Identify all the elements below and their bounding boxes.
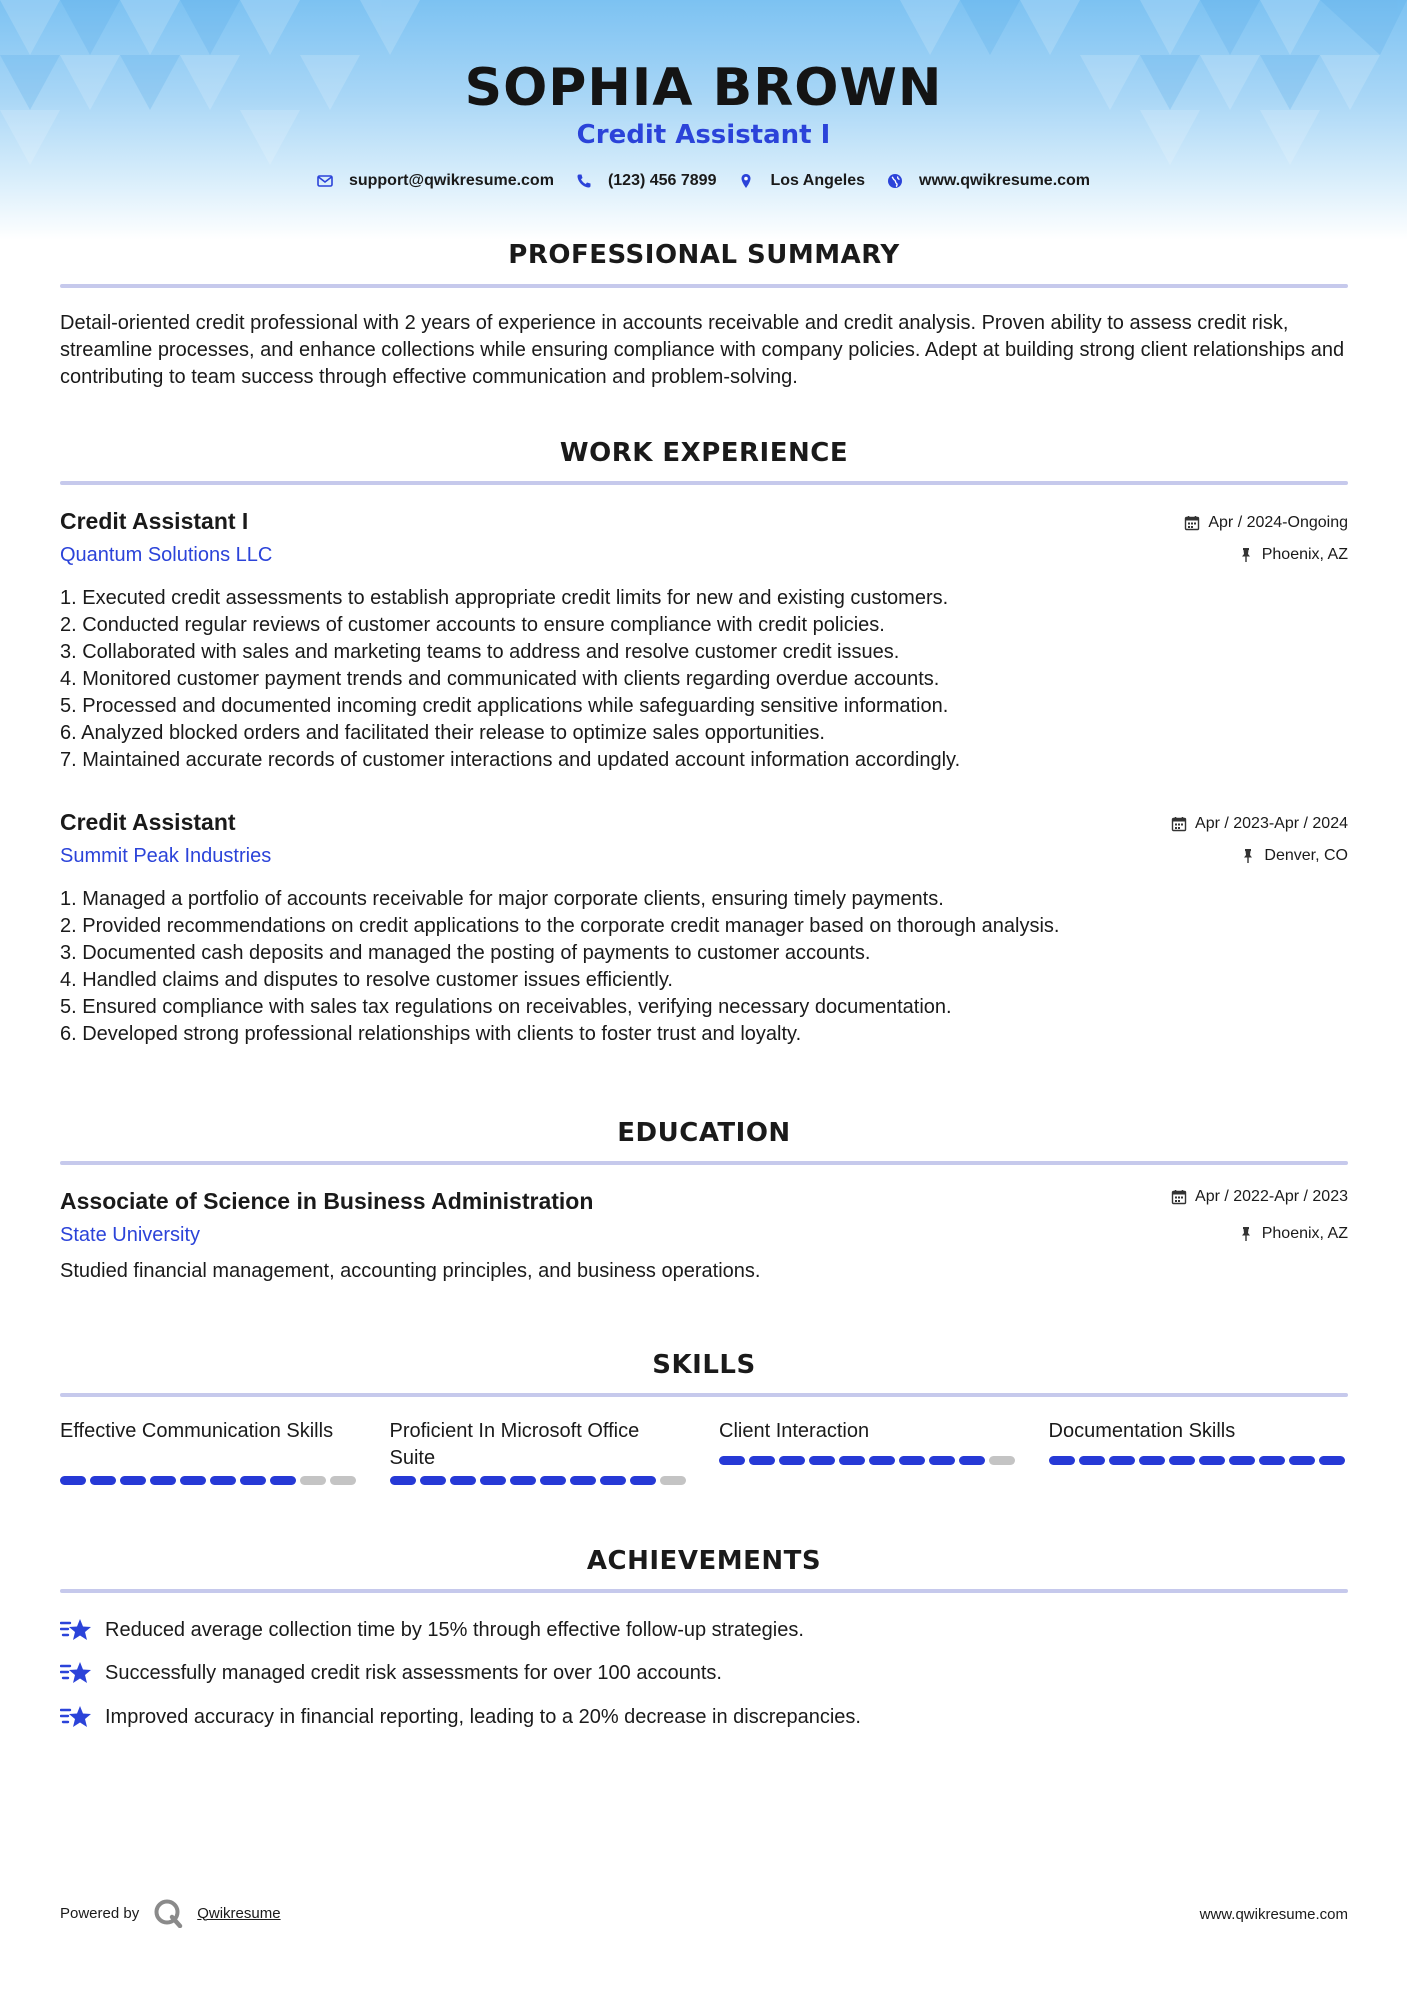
job-bullets <box>60 886 1059 1048</box>
degree-title: Associate of Science in Business Administration <box>60 1188 594 1214</box>
education-description: Studied financial management, accounting principles, and business operations. <box>60 1260 761 1282</box>
footer-url[interactable]: www.qwikresume.com <box>1199 1906 1348 1923</box>
skill-item <box>1049 1418 1349 1496</box>
skill-dot-filled <box>899 1456 925 1465</box>
achievement-item <box>60 1616 1348 1644</box>
job-entry <box>60 508 1348 778</box>
achievement-text: Successfully managed credit risk assessments for over 100 accounts. <box>105 1661 722 1684</box>
skill-item <box>719 1418 1019 1496</box>
contact-location-text: Los Angeles <box>770 172 866 189</box>
map-pin-icon <box>738 173 754 189</box>
contact-email-text: support@qwikresume.com <box>348 172 554 189</box>
skill-rating <box>60 1476 356 1485</box>
star-award-icon <box>60 1659 92 1687</box>
experience-divider <box>60 481 1348 485</box>
job-date-text: Apr / 2023-Apr / 2024 <box>1195 815 1348 832</box>
skill-dot-filled <box>959 1456 985 1465</box>
star-award-icon <box>60 1616 92 1644</box>
skill-dot-filled <box>120 1476 146 1485</box>
list-item: 1. Executed credit assessments to establish appropriate credit limits for new and existing customers. <box>60 587 949 609</box>
job-date-text: Apr / 2024-Ongoing <box>1208 514 1348 531</box>
powered-by-label: Powered by <box>60 1904 140 1922</box>
education-entry <box>60 1188 1348 1298</box>
job-location <box>1238 546 1348 564</box>
summary-text: Detail-oriented credit professional with 2 years of experience in accounts receivable and credit analysis. Proven ability to assess credit risk, streamline processes, and enhance collections while ensuring compliance with company policies. Adept at building strong client relationships and contributing to team success through effective communication and problem-solving. <box>60 312 1345 388</box>
candidate-role: Credit Assistant I <box>576 120 831 150</box>
achievements-heading: ACHIEVEMENTS <box>586 1546 822 1576</box>
skill-dot-filled <box>570 1476 596 1485</box>
skill-dot-filled <box>600 1476 626 1485</box>
skill-dot-filled <box>749 1456 775 1465</box>
skill-dot-filled <box>1169 1456 1195 1465</box>
list-item: 7. Maintained accurate records of customer interactions and updated account information accordingly. <box>60 749 961 771</box>
education-divider <box>60 1161 1348 1165</box>
contact-location <box>738 172 865 190</box>
skill-dot-filled <box>839 1456 865 1465</box>
school-name: State University <box>60 1224 201 1246</box>
envelope-icon <box>317 173 333 189</box>
skill-name: Proficient In Microsoft Office Suite <box>389 1420 640 1469</box>
job-title: Credit Assistant I <box>60 508 249 534</box>
job-company: Summit Peak Industries <box>60 845 272 867</box>
skill-dot-filled <box>480 1476 506 1485</box>
job-date <box>1184 514 1348 532</box>
contact-email[interactable] <box>317 172 554 190</box>
skill-rating <box>390 1476 686 1485</box>
contact-bar <box>0 172 1407 190</box>
achievements-divider <box>60 1589 1348 1593</box>
calendar-icon <box>1171 1189 1187 1205</box>
footer-powered-by <box>60 1898 281 1928</box>
skill-dot-filled <box>929 1456 955 1465</box>
skills-heading: SKILLS <box>652 1350 756 1380</box>
qwikresume-logo-icon <box>153 1898 183 1928</box>
skill-dot-filled <box>1319 1456 1345 1465</box>
pushpin-icon <box>1238 1226 1254 1242</box>
list-item: 6. Analyzed blocked orders and facilitated their release to optimize sales opportunities. <box>60 722 825 744</box>
skill-dot-filled <box>1049 1456 1075 1465</box>
job-location-text: Denver, CO <box>1264 847 1348 864</box>
skill-dot-filled <box>510 1476 536 1485</box>
education-location <box>1238 1225 1348 1243</box>
summary-divider <box>60 284 1348 288</box>
skill-dot-filled <box>540 1476 566 1485</box>
job-entry <box>60 809 1348 1049</box>
skill-dot-empty <box>660 1476 686 1485</box>
education-date-text: Apr / 2022-Apr / 2023 <box>1195 1188 1348 1205</box>
list-item: 1. Managed a portfolio of accounts receivable for major corporate clients, ensuring timely payments. <box>60 888 944 910</box>
skill-dot-filled <box>869 1456 895 1465</box>
skill-dot-filled <box>390 1476 416 1485</box>
list-item: 2. Conducted regular reviews of customer accounts to ensure compliance with credit policies. <box>60 614 885 636</box>
list-item: 3. Documented cash deposits and managed the posting of payments to customer accounts. <box>60 942 871 964</box>
candidate-name: SOPHIA BROWN <box>464 58 943 118</box>
education-date <box>1171 1188 1348 1206</box>
education-heading: EDUCATION <box>617 1118 791 1148</box>
calendar-icon <box>1184 515 1200 531</box>
skill-dot-filled <box>719 1456 745 1465</box>
contact-website[interactable] <box>887 172 1090 190</box>
contact-website-text: www.qwikresume.com <box>919 172 1091 189</box>
job-company: Quantum Solutions LLC <box>60 544 273 566</box>
job-bullets <box>60 585 960 774</box>
contact-phone[interactable] <box>576 172 717 190</box>
achievement-text: Improved accuracy in financial reporting, leading to a 20% decrease in discrepancies. <box>105 1705 861 1728</box>
skill-dot-filled <box>809 1456 835 1465</box>
skill-dot-filled <box>90 1476 116 1485</box>
phone-icon <box>576 173 592 189</box>
list-item: 4. Monitored customer payment trends and communicated with clients regarding overdue accounts. <box>60 668 940 690</box>
list-item: 6. Developed strong professional relationships with clients to foster trust and loyalty. <box>60 1023 802 1045</box>
skill-dot-empty <box>330 1476 356 1485</box>
skill-dot-filled <box>779 1456 805 1465</box>
skill-dot-filled <box>1229 1456 1255 1465</box>
pushpin-icon <box>1238 547 1254 563</box>
skill-dot-filled <box>270 1476 296 1485</box>
skill-dot-filled <box>210 1476 236 1485</box>
achievement-item <box>60 1703 1348 1731</box>
skill-name: Effective Communication Skills <box>60 1420 334 1442</box>
job-location-text: Phoenix, AZ <box>1261 546 1348 563</box>
skill-name: Client Interaction <box>719 1420 870 1442</box>
experience-heading: WORK EXPERIENCE <box>559 438 849 468</box>
globe-icon <box>887 173 903 189</box>
skill-dot-empty <box>300 1476 326 1485</box>
star-award-icon <box>60 1703 92 1731</box>
skill-dot-filled <box>450 1476 476 1485</box>
achievement-text: Reduced average collection time by 15% through effective follow-up strategies. <box>105 1618 804 1641</box>
skill-dot-filled <box>1079 1456 1105 1465</box>
skill-dot-filled <box>630 1476 656 1485</box>
list-item: 5. Ensured compliance with sales tax regulations on receivables, verifying necessary documentation. <box>60 996 952 1018</box>
skill-dot-filled <box>60 1476 86 1485</box>
list-item: 5. Processed and documented incoming credit applications while safeguarding sensitive information. <box>60 695 949 717</box>
calendar-icon <box>1171 816 1187 832</box>
skills-grid <box>60 1418 1348 1496</box>
education-location-text: Phoenix, AZ <box>1261 1225 1348 1242</box>
skill-dot-filled <box>1289 1456 1315 1465</box>
pushpin-icon <box>1240 848 1256 864</box>
job-date <box>1171 815 1348 833</box>
skill-dot-filled <box>240 1476 266 1485</box>
list-item: 3. Collaborated with sales and marketing teams to address and resolve customer credit issues. <box>60 641 900 663</box>
skill-dot-filled <box>180 1476 206 1485</box>
job-title: Credit Assistant <box>60 809 236 835</box>
job-location <box>1240 847 1348 865</box>
skill-dot-filled <box>1259 1456 1285 1465</box>
skill-dot-filled <box>1139 1456 1165 1465</box>
skill-dot-filled <box>1109 1456 1135 1465</box>
skill-name: Documentation Skills <box>1048 1420 1236 1442</box>
skill-rating <box>719 1456 1015 1465</box>
skill-dot-filled <box>150 1476 176 1485</box>
brand-link[interactable]: Qwikresume <box>197 1904 281 1922</box>
skill-dot-filled <box>420 1476 446 1485</box>
skill-dot-filled <box>1199 1456 1225 1465</box>
contact-phone-text: (123) 456 7899 <box>607 172 717 189</box>
skills-divider <box>60 1393 1348 1397</box>
skill-item <box>60 1418 360 1496</box>
summary-heading: PROFESSIONAL SUMMARY <box>508 240 900 270</box>
skill-rating <box>1049 1456 1345 1465</box>
skill-dot-empty <box>989 1456 1015 1465</box>
list-item: 2. Provided recommendations on credit applications to the corporate credit manager based on thorough analysis. <box>60 915 1060 937</box>
skill-item <box>390 1418 690 1496</box>
achievement-item <box>60 1659 1348 1687</box>
list-item: 4. Handled claims and disputes to resolve customer issues efficiently. <box>60 969 673 991</box>
